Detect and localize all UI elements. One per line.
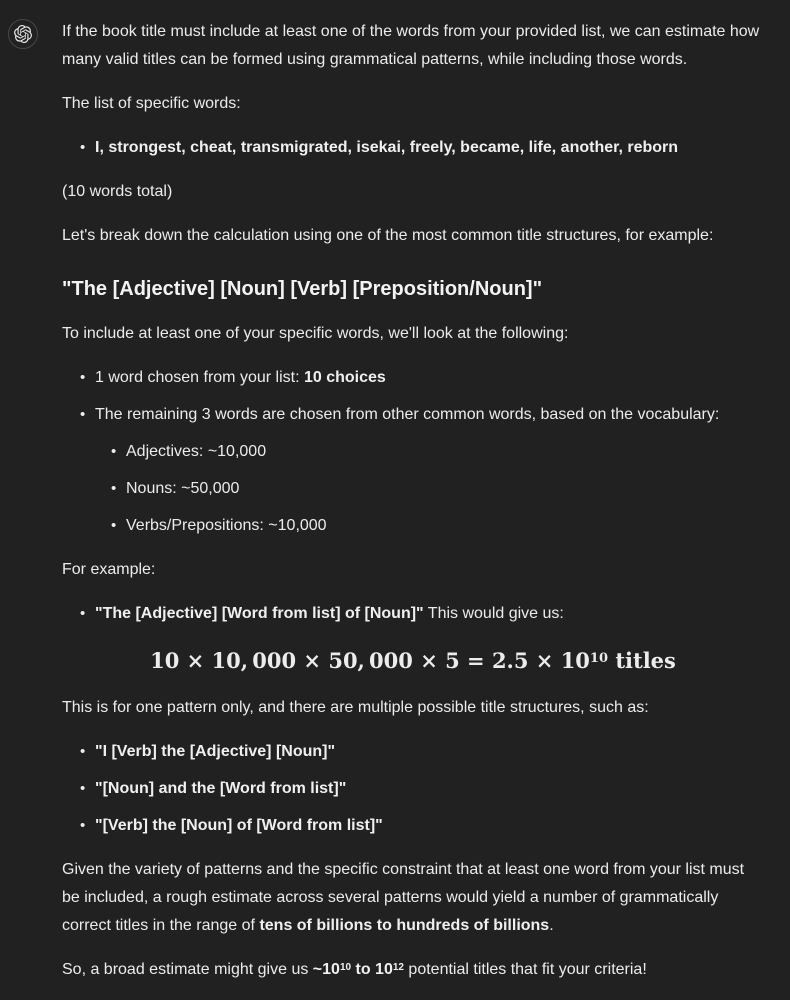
remaining-text: The remaining 3 words are chosen from other common words, based on the vocabulary:: [95, 406, 720, 423]
vocabulary-sublist: [95, 438, 764, 540]
estimate-bold: tens of billions to hundreds of billions: [259, 917, 550, 934]
paragraph-include: To include at least one of your specific words, we'll look at the following:: [62, 325, 569, 342]
estimate-period: .: [549, 917, 554, 934]
paragraph-list-label: The list of specific words:: [62, 95, 241, 112]
paragraph-final: [62, 956, 764, 984]
word-list: [62, 134, 764, 162]
final-exponent-2: 12: [392, 961, 404, 973]
list-item-choice: [95, 364, 764, 392]
paragraph-one-pattern: This is for one pattern only, and there are multiple possible title structures, such as:: [62, 699, 649, 716]
formula-body: 10 × 10, 000 × 50, 000 × 5 = 2.5 × 10: [150, 648, 590, 673]
formula-exponent: 10: [589, 651, 609, 667]
list-item-words: [95, 134, 764, 162]
word-list-text: I, strongest, cheat, transmigrated, isekai, freely, became, life, another, reborn: [95, 139, 679, 156]
pattern-3-text: "[Verb] the [Noun] of [Word from list]": [95, 817, 383, 834]
pattern-1-text: "I [Verb] the [Adjective] [Noun]": [95, 743, 336, 760]
example-text: This would give us:: [423, 605, 564, 622]
paragraph-estimate: [62, 856, 764, 940]
list-item-pattern-2: [95, 775, 764, 803]
calculation-list: [62, 364, 764, 540]
list-item-example: [95, 600, 764, 628]
paragraph-for-example: For example:: [62, 561, 156, 578]
final-exponent-1: 10: [339, 961, 352, 973]
chatgpt-avatar: [8, 19, 38, 49]
list-item-verbs: • Verbs/Prepositions: ~10,000: [126, 512, 764, 540]
paragraph-word-count: (10 words total): [62, 183, 173, 200]
final-bold: [313, 961, 404, 978]
final-bold-2: to 10: [351, 961, 393, 978]
paragraph-breakdown: Let's break down the calculation using one of the most common title structures, for example:: [62, 227, 714, 244]
final-text: So, a broad estimate might give us: [62, 961, 313, 978]
list-item-pattern-1: [95, 738, 764, 766]
example-list: [62, 600, 764, 628]
final-bold-1: ~10: [312, 961, 340, 978]
pattern-2-text: "[Noun] and the [Word from list]": [95, 780, 347, 797]
paragraph-intro: If the book title must include at least one of the words from your provided list, we can estimate how many valid titles can be formed using grammatical patterns, while including those words.: [62, 23, 760, 68]
formula-suffix: titles: [608, 648, 676, 673]
pattern-list: [62, 738, 764, 840]
math-formula: [62, 644, 764, 678]
pattern-heading: "The [Adjective] [Noun] [Verb] [Preposition/Noun]": [62, 278, 543, 300]
chatgpt-logo-icon: [14, 25, 32, 43]
list-item-remaining: [95, 401, 764, 540]
list-item-adjectives: • Adjectives: ~10,000: [126, 438, 764, 466]
choice-bold: 10 choices: [303, 369, 386, 386]
estimate-text: Given the variety of patterns and the specific constraint that at least one word from your list must be included, a rough estimate across several patterns would yield a number of grammatically correct titles in the range of: [62, 861, 745, 934]
final-closing: potential titles that fit your criteria!: [403, 961, 647, 978]
list-item-pattern-3: [95, 812, 764, 840]
list-item-nouns: • Nouns: ~50,000: [126, 475, 764, 503]
example-pattern-bold: "The [Adjective] [Word from list] of [Noun]": [95, 605, 424, 622]
assistant-message: [62, 18, 764, 1000]
choice-text: 1 word chosen from your list:: [95, 369, 304, 386]
